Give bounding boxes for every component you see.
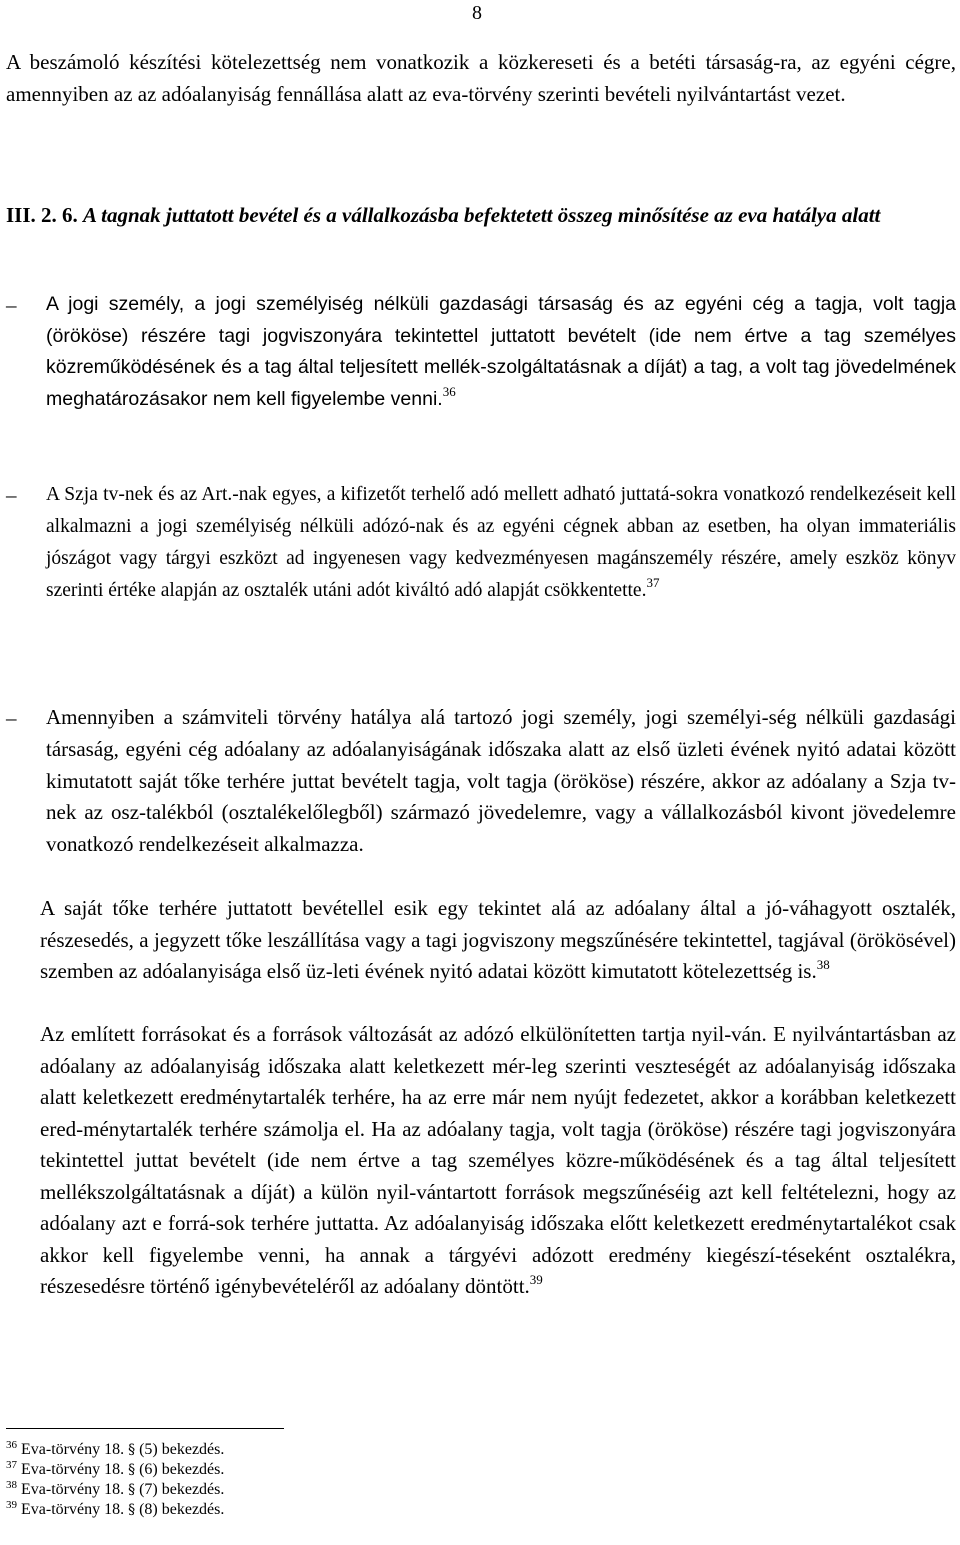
footnote-ref: 39	[529, 1272, 543, 1287]
footnote-ref: 38	[816, 957, 830, 972]
dash-bullet: –	[6, 293, 17, 317]
section-number: III. 2. 6.	[6, 203, 78, 227]
footnote-number: 39	[6, 1499, 17, 1511]
list-item-body: A Szja tv-nek és az Art.-nak egyes, a kifizetőt terhelő adó mellett adható juttatá-sokra vonatkozó rendelkezéseit kell alkalmazni a jogi személyiség nélküli adózó-nak és az egyéni cégnek abban az esetben, ha olyan immateriális jószágot vagy tárgyi eszközt ad ingyenesen vagy kedvezményesen magánszemély részére, amely eszköz könyv szerinti értéke alapján az osztalék utáni adót kiváltó adó alapját csökkentette.	[46, 484, 956, 601]
footnote-ref: 36	[442, 383, 456, 399]
footnote-text: (8) bekezdés.	[139, 1501, 225, 1518]
footnote-divider	[6, 1428, 284, 1429]
section-heading	[6, 199, 956, 231]
list-item	[6, 479, 956, 607]
footnotes	[6, 1440, 606, 1520]
footnote-text: (7) bekezdés.	[139, 1481, 225, 1498]
page-number: 8	[472, 2, 482, 24]
footnote-ref: 37	[646, 575, 660, 590]
footnote-text: Eva-törvény 18.	[21, 1461, 125, 1478]
list-item-body: A jogi személy, a jogi személyiség nélküli gazdasági társaság és az egyéni cég a tagja, volt tagja (örököse) részére tagi jogviszonyára tekintettel juttatott bevételt (ide nem értve a tag személyes közreműködésének és a tag által teljesített mellék-szolgáltatásnak a díját) a tag, a volt tag jövedelmének meghatározásakor nem kell figyelembe venni.	[46, 293, 956, 410]
section-sign: §	[128, 1462, 136, 1478]
list-item-text	[46, 289, 956, 415]
footnote	[6, 1460, 606, 1480]
list-item-text	[46, 479, 956, 607]
intro-paragraph: A beszámoló készítési kötelezettség nem vonatkozik a közkereseti és a betéti társaság-ra, az egyéni cégre, amennyiben az az adóalanyiság fennállása alatt az eva-törvény szerinti bevételi nyilvántartást vezet.	[6, 50, 956, 106]
footnote-text: (5) bekezdés.	[139, 1441, 225, 1458]
paragraph-text: A saját tőke terhére juttatott bevétellel esik egy tekintet alá az adóalany által a jó-váhagyott osztalék, részesedés, a jegyzett tőke leszállítása vagy a tagi jogviszony megszűnésére tekintettel, tagjával (örökösével) szemben az adóalanyisága első üz-leti évének nyitó adatai között kimutatott kötelezettség is.	[40, 896, 956, 983]
section-sign: §	[128, 1442, 136, 1458]
list-item-text	[46, 702, 956, 861]
footnote	[6, 1440, 606, 1460]
footnote-text: Eva-törvény 18.	[21, 1441, 125, 1458]
footnote-number: 37	[6, 1459, 17, 1471]
footnote-text: Eva-törvény 18.	[21, 1501, 125, 1518]
footnote	[6, 1500, 606, 1520]
paragraph-text: Az említett forrásokat és a források változását az adózó elkülönítetten tartja nyil-ván. E nyilvántartásban az adóalany az adóalanyiság időszaka alatt keletkezett mér-leg szerinti veszteségét az adóalanyiság időszaka alatt keletkezett eredménytartalék terhére, ha az erre már nem nyújt fedezetet, akkor a korábban keletkezett ered-ménytartalék terhére számolja el. Ha az adóalany tagja, volt tagja (örököse) részére tagi jogviszonyára tekintettel juttat bevételt (ide nem értve a tag személyes közre-működésének és a tag által teljesített mellékszolgáltatásnak a díját) a külön nyil-vántartott források megszűnéséig azt kell feltételezni, hogy az adóalany azt e forrá-sok terhére juttatta. Az adóalanyiság időszaka előtt keletkezett eredménytartalékot csak akkor kell figyelembe venni, ha annak a tárgyévi adózott eredmény kiegészí-téseként osztalékra, részesedésre történő igénybevételéről az adóalany döntött.	[40, 1022, 956, 1298]
list-item	[6, 702, 956, 861]
footnote-text: (6) bekezdés.	[139, 1461, 225, 1478]
section-sign: §	[128, 1482, 136, 1498]
footnote-number: 38	[6, 1479, 17, 1491]
footnote-number: 36	[6, 1439, 17, 1451]
section-sign: §	[128, 1502, 136, 1518]
dash-bullet: –	[6, 483, 17, 507]
footnote	[6, 1480, 606, 1500]
body-paragraph	[40, 1019, 956, 1303]
dash-bullet: –	[6, 706, 17, 730]
list-item	[6, 289, 956, 415]
footnote-text: Eva-törvény 18.	[21, 1481, 125, 1498]
section-title: A tagnak juttatott bevétel és a vállalkozásba befektetett összeg minősítése az eva hatálya alatt	[83, 203, 881, 227]
body-paragraph	[40, 893, 956, 988]
list-item-body: Amennyiben a számviteli törvény hatálya alá tartozó jogi személy, jogi személyi-ség nélküli gazdasági társaság, egyéni cég adóalany az adóalanyiságának időszaka alatt az első üzleti évének nyitó adatai között kimutatott saját tőke terhére juttat bevételt tagja, volt tagja (örököse) részére, akkor az adóalany a Szja tv-nek az osz-talékból (osztalékelőlegből) származó jövedelemre, vagy a vállalkozásból kivont jövedelemre vonatkozó rendelkezéseit alkalmazza.	[46, 705, 956, 857]
